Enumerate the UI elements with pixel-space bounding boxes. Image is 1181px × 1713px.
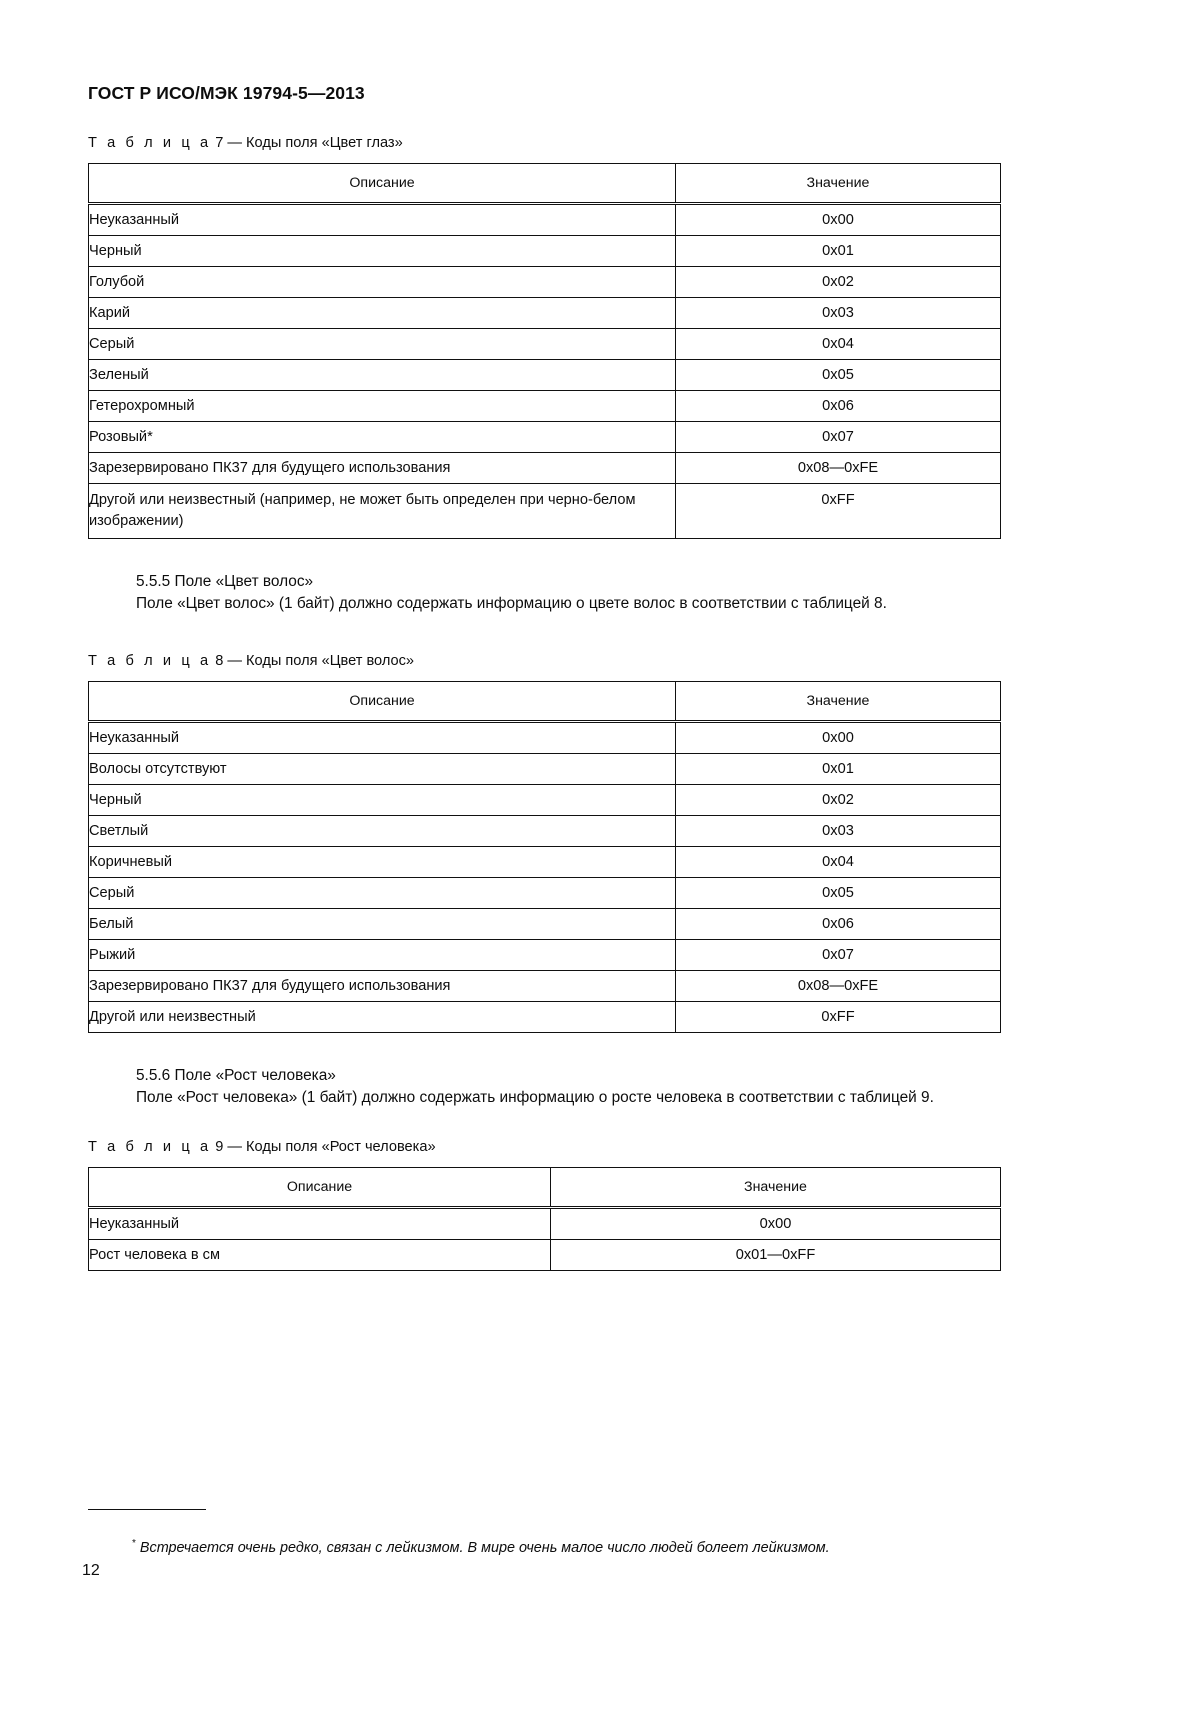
table-row <box>89 722 1001 754</box>
table-row <box>89 816 1001 847</box>
table-8-cell-desc: Зарезервировано ПК37 для будущего использования <box>89 971 676 1002</box>
table-8-header-row <box>89 682 1001 722</box>
table-8-cell-desc: Серый <box>89 878 676 909</box>
table-7-cell-desc: Зеленый <box>89 360 676 391</box>
table-8-cell-value: 0xFF <box>676 1002 1001 1033</box>
table-7-col-value: Значение <box>676 164 1001 204</box>
table-9-cell-value: 0x00 <box>551 1208 1001 1240</box>
section-5-5-5 <box>88 573 1000 615</box>
table-7-cell-value: 0x06 <box>676 391 1001 422</box>
spacer <box>88 1109 1000 1139</box>
table-7-cell-desc: Голубой <box>89 267 676 298</box>
footnote-marker: * <box>132 1538 136 1550</box>
section-5-5-5-body: Поле «Цвет волос» (1 байт) должно содержать информацию о цвете волос в соответствии с таблицей 8. <box>136 595 887 613</box>
table-row <box>89 360 1001 391</box>
table-8 <box>88 681 1001 1033</box>
table-8-cell-value: 0x02 <box>676 785 1001 816</box>
table-8-cell-desc: Белый <box>89 909 676 940</box>
table-9-header-row <box>89 1168 1001 1208</box>
table-9-col-value: Значение <box>551 1168 1001 1208</box>
table-9-caption-rest: 9 — Коды поля «Рост человека» <box>215 1139 436 1156</box>
table-7-cell-value: 0x08—0xFE <box>676 453 1001 484</box>
table-row <box>89 236 1001 267</box>
table-8-cell-value: 0x00 <box>676 722 1001 754</box>
table-7-cell-value: 0x05 <box>676 360 1001 391</box>
table-7-cell-desc: Гетерохромный <box>89 391 676 422</box>
table-8-col-description: Описание <box>89 682 676 722</box>
table-7-cell-desc: Серый <box>89 329 676 360</box>
table-7-cell-desc: Зарезервировано ПК37 для будущего использования <box>89 453 676 484</box>
table-7-col-description: Описание <box>89 164 676 204</box>
footnote <box>88 1537 1000 1558</box>
table-row <box>89 329 1001 360</box>
table-7-cell-desc: Розовый* <box>89 422 676 453</box>
table-9-cell-value: 0x01—0xFF <box>551 1240 1001 1271</box>
table-row <box>89 940 1001 971</box>
document-header: ГОСТ Р ИСО/МЭК 19794-5—2013 <box>88 83 365 103</box>
table-7-cell-desc: Черный <box>89 236 676 267</box>
table-9-cell-desc: Рост человека в см <box>89 1240 551 1271</box>
table-7-caption <box>88 135 1000 151</box>
table-8-cell-value: 0x08—0xFE <box>676 971 1001 1002</box>
table-8-cell-desc: Коричневый <box>89 847 676 878</box>
table-7-cell-value: 0x03 <box>676 298 1001 329</box>
table-8-cell-value: 0x04 <box>676 847 1001 878</box>
table-9 <box>88 1167 1001 1271</box>
table-7-cell-value: 0x00 <box>676 204 1001 236</box>
table-8-cell-desc: Неуказанный <box>89 722 676 754</box>
table-row <box>89 971 1001 1002</box>
table-8-caption <box>88 653 1000 669</box>
table-8-cell-desc: Волосы отсутствуют <box>89 754 676 785</box>
table-9-caption-label: Т а б л и ц а <box>88 1139 212 1156</box>
table-8-cell-desc: Рыжий <box>89 940 676 971</box>
table-8-cell-desc: Черный <box>89 785 676 816</box>
table-row <box>89 391 1001 422</box>
section-5-5-6-body: Поле «Рост человека» (1 байт) должно содержать информацию о росте человека в соответствии с таблицей 9. <box>136 1089 934 1107</box>
table-7-cell-value: 0x02 <box>676 267 1001 298</box>
table-row <box>89 1208 1001 1240</box>
table-row <box>89 1240 1001 1271</box>
table-7 <box>88 163 1001 539</box>
table-row <box>89 484 1001 539</box>
table-row <box>89 204 1001 236</box>
section-5-5-5-heading: 5.5.5 Поле «Цвет волос» <box>136 573 314 591</box>
table-row <box>89 422 1001 453</box>
table-9-caption <box>88 1139 1000 1155</box>
table-row <box>89 909 1001 940</box>
table-7-cell-value: 0x04 <box>676 329 1001 360</box>
table-7-caption-rest: 7 — Коды поля «Цвет глаз» <box>215 135 403 151</box>
table-row <box>89 754 1001 785</box>
table-8-col-value: Значение <box>676 682 1001 722</box>
table-8-cell-value: 0x01 <box>676 754 1001 785</box>
table-row <box>89 785 1001 816</box>
table-8-cell-value: 0x07 <box>676 940 1001 971</box>
section-5-5-6 <box>88 1067 1000 1109</box>
table-7-cell-value: 0x01 <box>676 236 1001 267</box>
page-number: 12 <box>82 1562 100 1579</box>
table-8-cell-value: 0x06 <box>676 909 1001 940</box>
table-row <box>89 298 1001 329</box>
table-7-cell-desc: Карий <box>89 298 676 329</box>
table-7-cell-desc: Другой или неизвестный (например, не может быть определен при черно-белом изображении) <box>89 484 676 539</box>
table-row <box>89 1002 1001 1033</box>
table-8-cell-desc: Светлый <box>89 816 676 847</box>
table-7-cell-value: 0xFF <box>676 484 1001 539</box>
table-9-cell-desc: Неуказанный <box>89 1208 551 1240</box>
table-row <box>89 878 1001 909</box>
table-8-cell-value: 0x03 <box>676 816 1001 847</box>
table-7-header-row <box>89 164 1001 204</box>
table-8-cell-desc: Другой или неизвестный <box>89 1002 676 1033</box>
section-5-5-6-heading: 5.5.6 Поле «Рост человека» <box>136 1067 336 1085</box>
table-row <box>89 847 1001 878</box>
table-row <box>89 453 1001 484</box>
table-7-cell-value: 0x07 <box>676 422 1001 453</box>
table-8-caption-rest: 8 — Коды поля «Цвет волос» <box>215 653 415 670</box>
table-7-caption-label: Т а б л и ц а <box>88 135 212 151</box>
table-8-cell-value: 0x05 <box>676 878 1001 909</box>
table-8-caption-label: Т а б л и ц а <box>88 653 212 670</box>
table-9-col-description: Описание <box>89 1168 551 1208</box>
table-7-cell-desc: Неуказанный <box>89 204 676 236</box>
footnote-separator <box>88 1509 206 1510</box>
footnote-text: Встречается очень редко, связан с лейкизмом. В мире очень малое число людей болеет лейкизмом. <box>139 1540 830 1557</box>
spacer <box>88 615 1000 653</box>
table-row <box>89 267 1001 298</box>
document-content <box>88 135 1000 1271</box>
